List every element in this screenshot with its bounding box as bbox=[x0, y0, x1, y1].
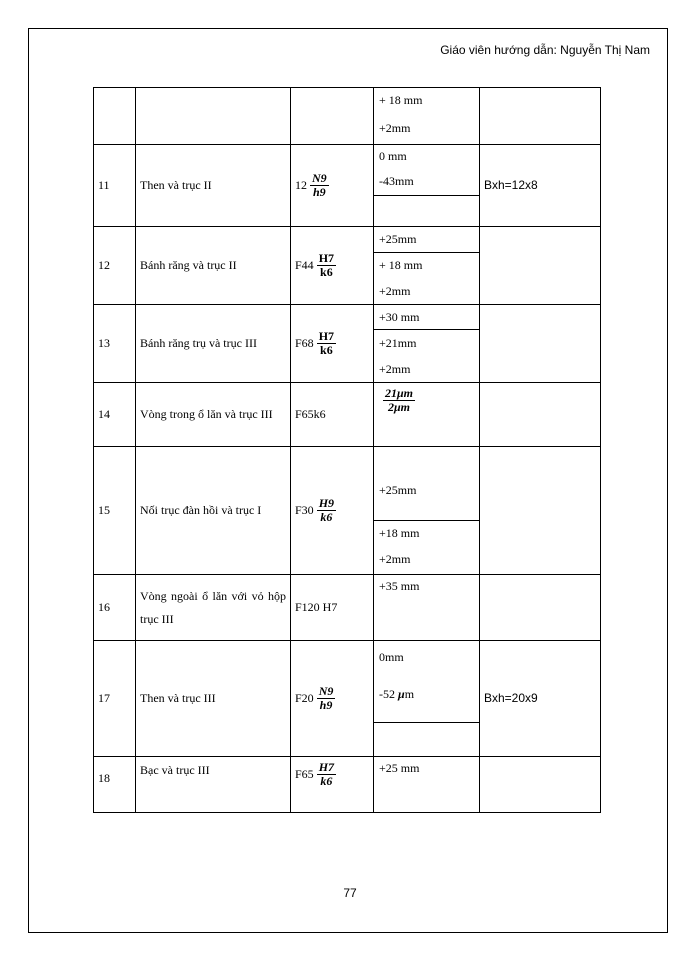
fit-prefix: F20 bbox=[295, 691, 314, 705]
fit-cell bbox=[291, 145, 374, 227]
row-number: 16 bbox=[94, 575, 136, 641]
part-name: Then và trục II bbox=[140, 178, 212, 192]
fit-numerator: H9 bbox=[318, 496, 335, 510]
deviation-value: +25mm bbox=[379, 483, 417, 497]
fit-denominator: k6 bbox=[320, 774, 333, 788]
fit-numerator: N9 bbox=[312, 171, 327, 185]
fit-fraction bbox=[317, 497, 336, 524]
deviation-upper: 21μm bbox=[385, 386, 414, 400]
row-number: 15 bbox=[94, 447, 136, 575]
note-cell: Bxh=20x9 bbox=[484, 691, 538, 705]
fit-cell bbox=[291, 227, 374, 305]
deviation-value: +35 mm bbox=[379, 578, 420, 593]
note-cell bbox=[480, 227, 601, 305]
deviation-cell bbox=[374, 575, 480, 641]
table-row bbox=[94, 575, 601, 641]
tolerance-table bbox=[93, 87, 601, 813]
micro-symbol: μ bbox=[398, 686, 405, 701]
page-number: 77 bbox=[343, 886, 357, 900]
fit-fraction bbox=[317, 330, 336, 357]
note-cell bbox=[480, 447, 601, 575]
deviation-cell bbox=[374, 641, 480, 757]
part-name: Bánh răng trụ và trục III bbox=[140, 336, 257, 350]
deviation-value: +2mm bbox=[379, 283, 411, 298]
fit-fraction bbox=[317, 685, 336, 712]
table-row bbox=[94, 757, 601, 813]
part-name bbox=[136, 88, 291, 145]
row-number: 17 bbox=[94, 641, 136, 757]
table-row bbox=[94, 88, 601, 145]
part-name: Vòng trong ổ lăn và trục III bbox=[140, 407, 273, 421]
deviation-value: +2mm bbox=[379, 120, 411, 135]
row-number bbox=[94, 88, 136, 145]
fit-fraction bbox=[317, 761, 336, 788]
part-name: Bạc và trục III bbox=[140, 763, 210, 777]
fit-cell bbox=[291, 447, 374, 575]
part-name: Then và trục III bbox=[140, 691, 216, 705]
fit-prefix: F30 bbox=[295, 503, 314, 517]
deviation-value bbox=[374, 195, 479, 225]
fit-cell bbox=[291, 305, 374, 383]
row-number: 18 bbox=[94, 757, 136, 813]
deviation-value: -52 μ m bbox=[379, 686, 415, 701]
fit-numerator: H7 bbox=[318, 329, 335, 343]
deviation-value: + 18 mm bbox=[379, 92, 423, 107]
fit-denominator: k6 bbox=[320, 510, 333, 524]
deviation-cell bbox=[374, 447, 480, 575]
deviation-cell bbox=[374, 757, 480, 813]
deviation-cell bbox=[374, 88, 480, 145]
fit-numerator: H7 bbox=[318, 251, 335, 265]
fit-prefix: F44 bbox=[295, 258, 314, 272]
fit-denominator: h9 bbox=[319, 698, 333, 712]
deviation-value: +25 mm bbox=[379, 760, 420, 775]
deviation-value: +18 mm bbox=[374, 520, 479, 545]
table-row bbox=[94, 305, 601, 383]
note-cell bbox=[480, 757, 601, 813]
fit-text: F120 H7 bbox=[291, 575, 374, 641]
deviation-value: 0 mm bbox=[379, 148, 407, 163]
fit-cell bbox=[291, 641, 374, 757]
fit-prefix: F68 bbox=[295, 336, 314, 350]
deviation-value: +2mm bbox=[379, 551, 411, 566]
row-number: 14 bbox=[94, 383, 136, 447]
row-number: 11 bbox=[94, 145, 136, 227]
table-row bbox=[94, 227, 601, 305]
note-cell bbox=[480, 575, 601, 641]
part-name: Vòng ngoài ổ lăn với vỏ hộp trục III bbox=[140, 588, 286, 626]
row-number: 13 bbox=[94, 305, 136, 383]
fit-fraction bbox=[310, 172, 329, 199]
note-cell bbox=[480, 305, 601, 383]
fit-denominator: k6 bbox=[320, 343, 333, 357]
deviation-fraction bbox=[383, 387, 415, 414]
row-number: 12 bbox=[94, 227, 136, 305]
table-row bbox=[94, 145, 601, 227]
deviation-lower: 2μm bbox=[388, 400, 411, 414]
fit-prefix: 12 bbox=[295, 178, 307, 192]
deviation-value: +25mm bbox=[379, 232, 417, 246]
table-row bbox=[94, 641, 601, 757]
deviation-cell bbox=[374, 145, 480, 227]
deviation-value: +30 mm bbox=[379, 309, 420, 324]
fit-numerator: N9 bbox=[318, 684, 334, 698]
deviation-cell bbox=[374, 227, 480, 305]
note-cell bbox=[480, 88, 601, 145]
table-row bbox=[94, 447, 601, 575]
fit-denominator: k6 bbox=[320, 265, 333, 279]
deviation-value: -43mm bbox=[379, 173, 414, 188]
deviation-value: +21mm bbox=[374, 329, 479, 356]
deviation-cell bbox=[374, 383, 480, 447]
part-name: Bánh răng và trục II bbox=[140, 258, 237, 272]
fit-numerator: H7 bbox=[318, 760, 335, 774]
fit-text: F65k6 bbox=[291, 383, 374, 447]
page-header: Giáo viên hướng dẫn: Nguyễn Thị Nam bbox=[440, 43, 650, 57]
fit-fraction bbox=[317, 252, 336, 279]
note-cell bbox=[480, 383, 601, 447]
deviation-cell bbox=[374, 305, 480, 383]
fit-cell bbox=[291, 88, 374, 145]
note-cell: Bxh=12x8 bbox=[484, 178, 538, 192]
fit-prefix: F65 bbox=[295, 767, 314, 781]
table-row bbox=[94, 383, 601, 447]
deviation-value: + 18 mm bbox=[374, 252, 479, 278]
part-name: Nối trục đàn hồi và trục I bbox=[140, 503, 262, 517]
deviation-value: 0mm bbox=[379, 650, 404, 664]
deviation-value bbox=[374, 722, 479, 756]
fit-denominator: h9 bbox=[312, 185, 326, 199]
deviation-value: +2mm bbox=[379, 361, 411, 376]
fit-cell bbox=[291, 757, 374, 813]
